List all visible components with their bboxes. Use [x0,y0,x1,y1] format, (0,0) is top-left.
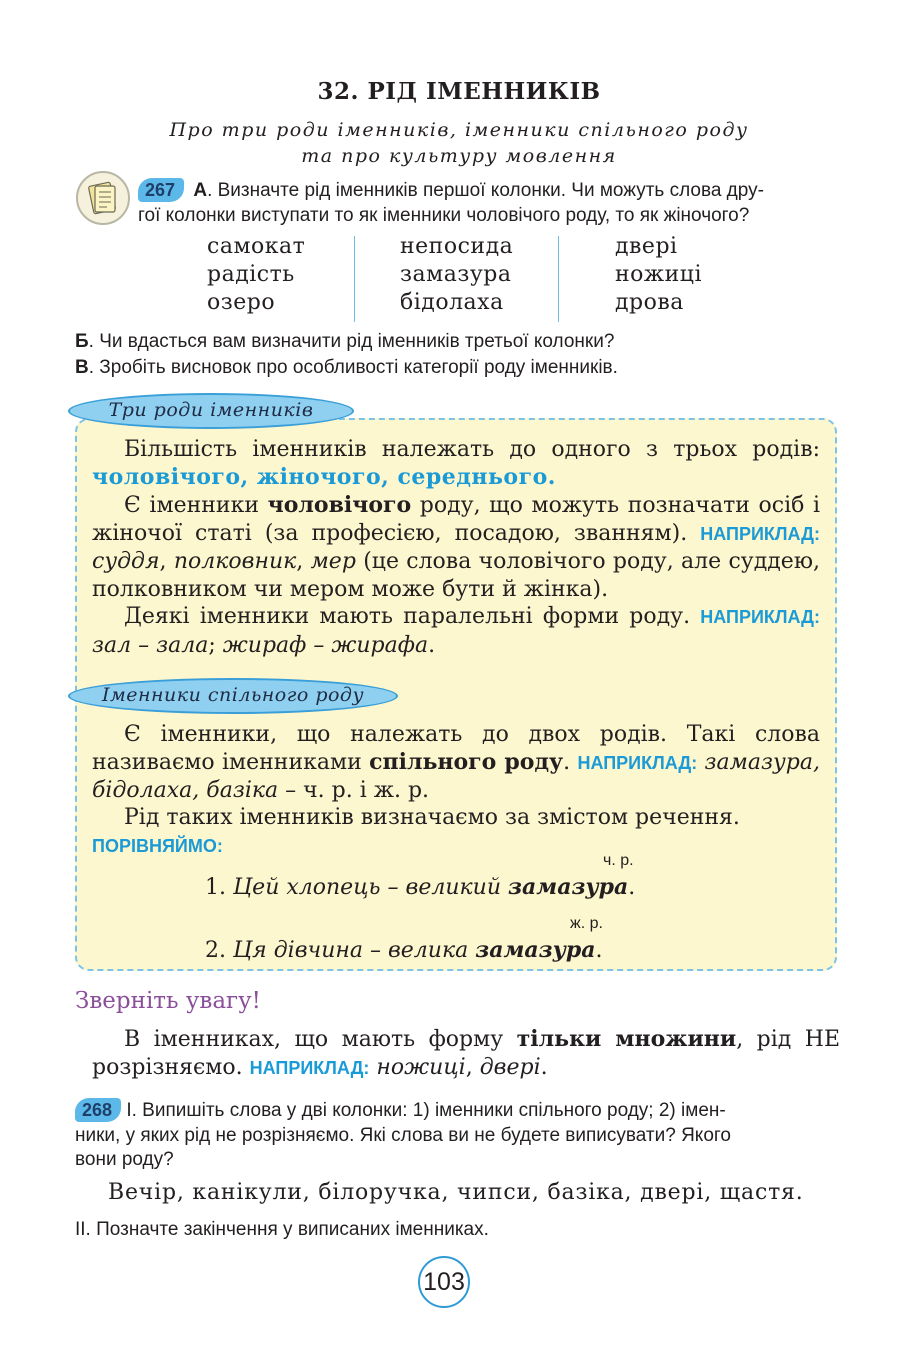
sentence: Ця дівчина – велика [232,938,476,963]
word-column-2 [400,233,513,317]
word-column-3 [615,233,702,317]
column-divider [558,236,559,322]
task-268-text-line2: ники, у яких рід не розрізняємо. Які слова ви не будете виписувати? Якого [75,1125,731,1146]
number: 2. [205,938,233,963]
text: . [563,749,578,775]
bold-term: чоловічого [267,492,412,518]
task-number-badge: 268 [75,1098,121,1122]
text: – ч. р. і ж. р. [278,778,430,803]
task-268-part-2: ІІ. Позначте закінчення у виписаних іменниках. [75,1219,489,1240]
page-title: 32. РІД ІМЕННИКІВ [317,78,601,105]
task-267-part-b [75,329,855,354]
punct: . [595,938,603,963]
task-letter-v: В [75,357,89,378]
punct: . [428,632,436,658]
column-divider [354,236,355,322]
task-268-text-line1: І. Випишіть слова у дві колонки: 1) іменники спільного роду; 2) імен- [126,1100,726,1121]
sentence: Цей хлопець – великий [232,875,508,900]
bold-term: спільного роду [369,748,564,775]
text: Рід таких іменників визначаємо за змістом речення. [124,805,740,830]
highlighted-genders: чоловічого, жіночого, середнього. [92,463,556,490]
example-label: НАПРИКЛАД: [700,607,820,627]
number: 1. [205,875,233,900]
page-number: 103 [418,1256,470,1308]
word: дрова [615,290,684,315]
punct: . [628,875,636,900]
punct: . [540,1054,548,1080]
text: Є іменники [124,493,268,518]
punct: ; [208,632,223,658]
word: озеро [207,290,276,315]
attention-paragraph [92,1026,840,1082]
task-267-text-line2: гої колонки виступати то як іменники чоловічого роду, то як жіночого? [138,205,750,226]
word: радість [207,262,295,287]
rule-tag-common-gender: Іменники спільного роду [68,678,398,714]
task-267-part-v [75,355,855,380]
example-word: двері [479,1054,541,1080]
gender-mark-feminine: ж. р. [570,915,603,932]
task-268-text-line3: вони роду? [75,1149,174,1170]
punct: , [159,549,174,574]
rule-tag-three-genders: Три роди іменників [68,393,354,429]
text: В іменниках, що мають форму [124,1027,517,1052]
rule-genders-paragraph-2 [92,492,820,603]
word-column-1 [207,233,305,317]
example-word: мер [310,549,356,574]
rule-genders-paragraph-1 [92,436,820,491]
text: Більшість іменників належать до одного з трьох родів: [124,437,820,462]
bold-term: тільки множини [516,1026,737,1052]
task-number-badge: 267 [138,178,184,202]
word: ножиці [615,262,702,287]
bold-word: замазура [475,937,596,963]
text: роду, що можуть позначати осіб і жіночої статі (за професією, посадою, званням). [92,493,820,546]
example-pair: жираф – жирафа [222,632,429,658]
rule-common-paragraph-2 [92,804,820,832]
task-267-text-b: . Чи вдасться вам визначити рід іменників третьої колонки? [88,331,615,352]
word: бідолаха [400,290,504,315]
example-pair: зал – зала [92,632,209,658]
task-268-word-list: Вечір, канікули, білоручка, чипси, базіка, двері, щастя. [108,1180,804,1205]
text: Деякі іменники мають паралельні форми роду. [124,604,701,629]
task-letter-b: Б [75,331,89,352]
page-subtitle-line2: та про культуру мовлення [301,145,617,167]
word: непосида [400,234,514,259]
punct: , [296,549,311,574]
task-267-text-line1: . Визначте рід іменників першої колонки. Чи можуть слова дру- [207,180,764,201]
rule-common-paragraph-1 [92,721,820,805]
example-sentence-1 [205,874,805,902]
compare-label: ПОРІВНЯЙМО: [92,836,223,856]
example-label: НАПРИКЛАД: [577,752,698,773]
notebook-icon [75,170,131,226]
example-word: полковник [173,549,297,574]
rule-genders-paragraph-3 [92,603,820,659]
page-subtitle-line1: Про три роди іменників, іменники спільного роду [169,119,749,141]
word: двері [615,234,678,259]
task-268-instruction [75,1098,845,1123]
task-267-instruction [138,178,848,203]
punct: , [465,1054,480,1080]
word: самокат [207,234,306,259]
text: Є іменники, що належать до двох родів. Такі слова називаємо іменниками [92,722,820,775]
example-label: НАПРИКЛАД: [700,523,820,544]
text: (це слова чоловічого роду, але суддею, полковником чи мером може бути й жінка). [92,549,820,602]
example-label: НАПРИКЛАД: [249,1057,370,1078]
example-sentence-2 [205,937,805,965]
text: , рід НЕ розрізняємо. [92,1027,841,1080]
task-letter-a: А [193,180,208,201]
example-word: ножиці [376,1054,466,1080]
example-word: суддя [92,549,160,574]
example-words: замазура, бідолаха, базіка [92,749,820,803]
task-267-text-v: . Зробіть висновок про особливості категорії роду іменників. [88,357,618,378]
bold-word: замазура [507,874,629,900]
gender-mark-masculine: ч. р. [603,852,634,869]
word: замазура [400,262,512,287]
attention-heading: Зверніть увагу! [75,988,261,1014]
